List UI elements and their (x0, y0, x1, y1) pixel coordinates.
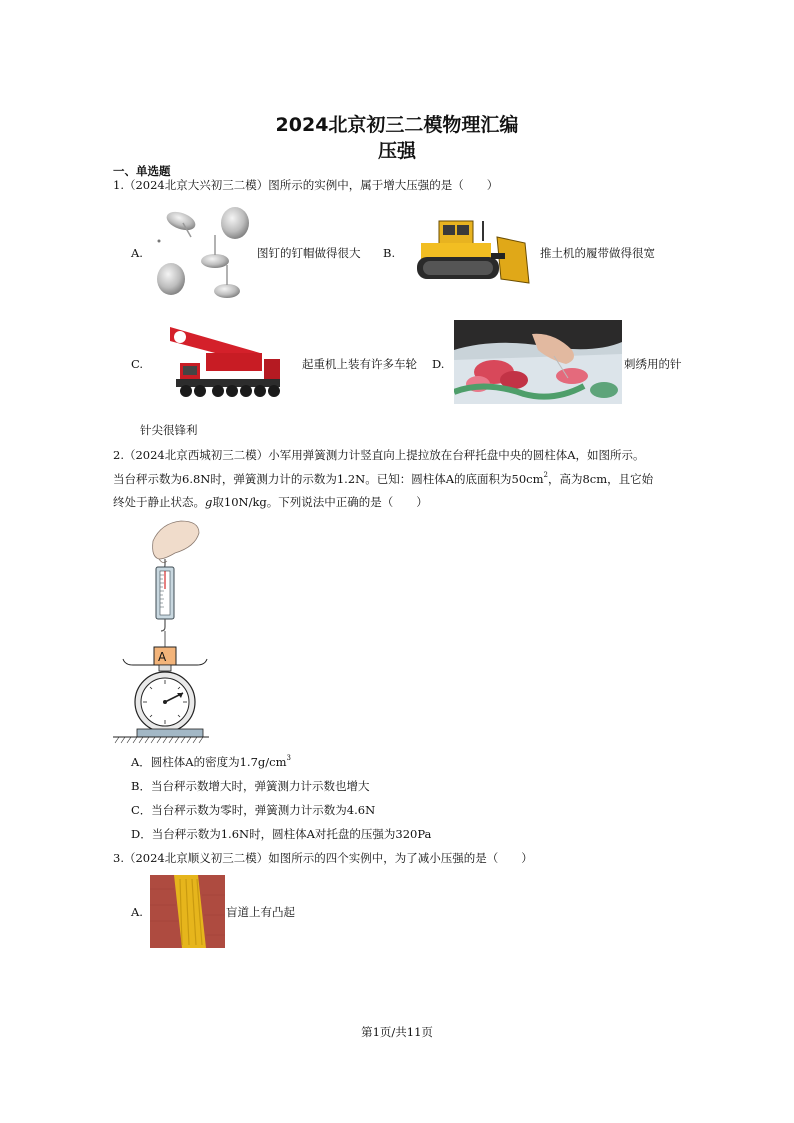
embroidery-image (454, 320, 622, 404)
bulldozer-image (413, 213, 532, 290)
q2-stem-line-1: 2.（2024北京西城初三二模）小军用弹簧测力计竖直向上提拉放在台秤托盘中央的圆柱体A，如图所示。 (113, 448, 645, 462)
q1-option-d-text-1: 刺绣用的针 (624, 357, 682, 371)
document-subtitle: 压强 (377, 140, 416, 162)
q1-stem: 1.（2024北京大兴初三二模）图所示的实例中，属于增大压强的是（ ） (113, 178, 499, 192)
q1-option-d-text-2: 针尖很锋利 (140, 423, 198, 437)
page-footer: 第1页/共11页 (361, 1025, 433, 1039)
tactile-paving-image (150, 875, 225, 948)
q3-stem: 3.（2024北京顺义初三二模）如图所示的四个实例中，为了减小压强的是（ ） (113, 851, 533, 865)
q1-option-b-text: 推土机的履带做得很宽 (540, 246, 655, 260)
q2-stem-line-2: 当台秤示数为6.8N时，弹簧测力计的示数为1.2N。已知：圆柱体A的底面积为$50cm^2$，高为8cm，且它始 (113, 471, 654, 486)
crane-truck-image (166, 323, 284, 402)
document-title: 2024北京初三二模物理汇编 (275, 114, 519, 136)
spring-scale-figure (111, 519, 211, 747)
cylinder-a-label: A (158, 650, 167, 664)
q1-option-a-letter: A. (131, 246, 143, 260)
q1-option-b-letter: B. (383, 246, 396, 260)
q2-option-a: A．圆柱体A的密度为$1.7g/cm^3$ (131, 754, 291, 769)
q3-option-a-letter: A. (131, 905, 143, 919)
q1-option-c-text: 起重机上装有许多车轮 (302, 357, 417, 371)
q2-option-b: B．当台秤示数增大时，弹簧测力计示数也增大 (131, 779, 370, 793)
q1-option-d-letter: D. (432, 357, 445, 371)
q3-option-a-text: 盲道上有凸起 (226, 905, 295, 919)
q2-stem-line-3: 终处于静止状态。g取10N/kg。下列说法中正确的是（ ） (113, 495, 428, 509)
q1-option-c-letter: C. (131, 357, 144, 371)
section-heading: 一、单选题 (113, 164, 171, 178)
thumbtacks-image (153, 203, 253, 303)
q2-option-d: D．当台秤示数为1.6N时，圆柱体A对托盘的压强为320Pa (131, 827, 432, 841)
q1-option-a-text: 图钉的钉帽做得很大 (257, 246, 361, 260)
q2-option-c: C．当台秤示数为零时，弹簧测力计示数为4.6N (131, 803, 376, 817)
